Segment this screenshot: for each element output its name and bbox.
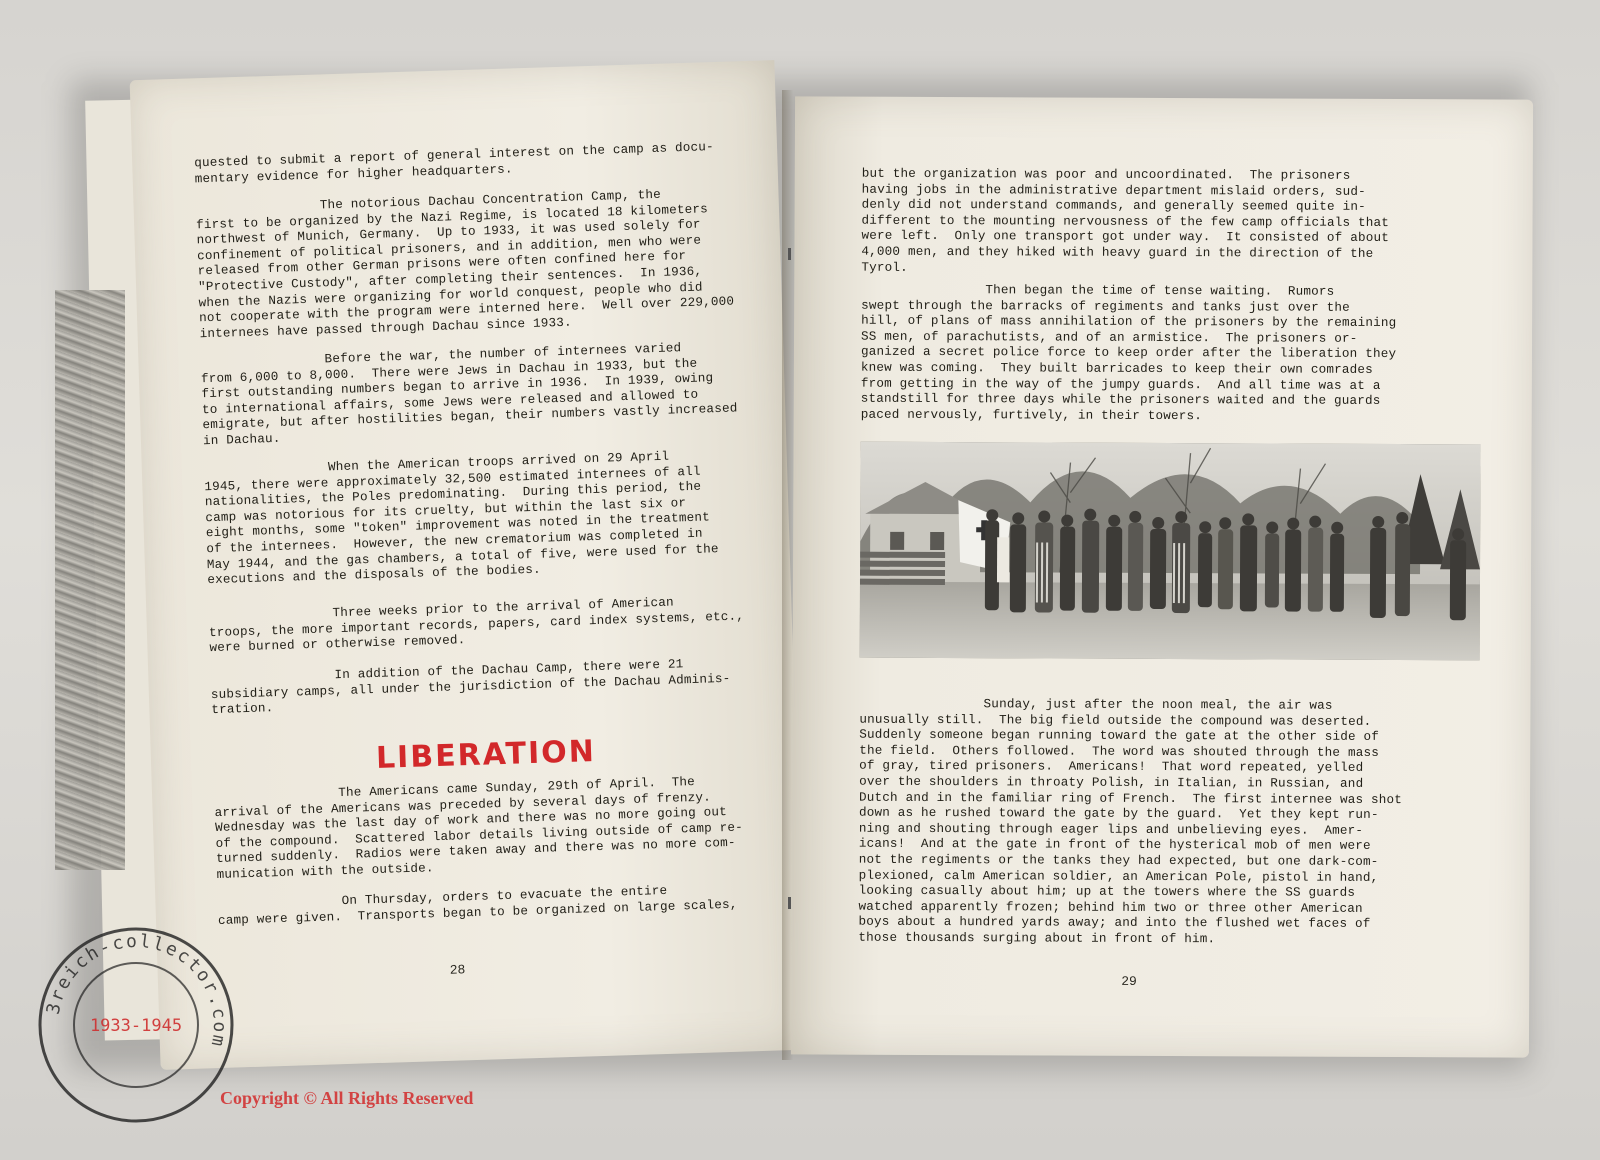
right-paragraph: Sunday, just after the noon meal, the air was unusually still. The big field outside the compound was deserted. Suddenly someone began running toward the gate at the other side of the field. Others followed. The word was shouted through the mass of gray, tired prisoners. Americans! That word repeated, yelled over the shoulders in throaty Polish, in Italian, in Russian, and Dutch and in the familiar ring of French. The first internee was shot down as he rushed toward the gate by the guard. Yet they kept run- ning and shouting through eager lips and unbelieving eyes. Amer- icans! And at the gate in front of the hysterical mob of men were not the regiments or the tanks they had expected, but one dark-com- plexioned, calm American soldier, an American Pole, pistol in hand, looking casually about him; up at the towers where the SS guards watched apparently frozen; behind him two or three other American boys about a hundred yards away; and into the flushed wet faces of those thousands surging about in front of him.: [858, 696, 1403, 947]
watermark-stamp: [36, 925, 236, 1125]
left-paragraph: In addition of the Dachau Camp, there were 21 subsidiary camps, all under the jurisdiction of the Dachau Adminis- tration.: [210, 657, 731, 718]
left-paragraph: The Americans came Sunday, 29th of April. The arrival of the Americans was preceded by several days of frenzy. Wednesday was the last day of work and there was no more going out of the compound. Scattered labor details living outside of camp re- turned suddenly. Radios were taken away and there was no more com- munication with the outside.: [213, 774, 744, 882]
stamp-text: 3reich-collector.com: [42, 930, 231, 1050]
right-paragraph: Then began the time of tense waiting. Rumors swept through the barracks of regiments and tanks just over the hill, of plans of mass annihilation of the prisoners by the remaining SS men, of parachutists, and of an armistice. The prisoners or- ganized a secret police force to keep order after the liberation they knew was coming. They built barricades to keep their own comrades from getting in the way of the jumpy guards. And all time was at a standstill for three days while the prisoners waited and the guards paced nervously, furtively, in their towers.: [860, 282, 1397, 423]
staple: [788, 248, 791, 260]
left-paragraph: quested to submit a report of general interest on the camp as docu- mentary evidence for higher headquarters.: [194, 140, 714, 186]
copyright-watermark: Copyright © All Rights Reserved: [220, 1088, 474, 1108]
left-paragraph: On Thursday, orders to evacuate the entire camp were given. Transports began to be organized on large scales,: [217, 883, 738, 928]
left-paragraph: Three weeks prior to the arrival of American troops, the more important records, papers, card index systems, etc., were burned or otherwise removed.: [208, 595, 745, 656]
section-heading: LIBERATION: [375, 734, 597, 776]
page-number: 28: [449, 962, 466, 978]
left-page: [130, 60, 806, 1070]
stamp-years: 1933-1945: [89, 1016, 183, 1036]
left-paragraph: When the American troops arrived on 29 April 1945, there were approximately 32,500 estimated internees of all nationalities, the Poles predominating. During this period, the camp was notorious for its cruelty, but within the last six or eight months, some "token" improvement was noted in the treatment of the internees. However, the new crematorium was completed in May 1944, and the gas chambers, a total of five, were used for the executions and the disposals of the bodies.: [203, 449, 719, 588]
right-page: [791, 96, 1533, 1057]
staple: [788, 897, 791, 909]
liberation-photo: [860, 442, 1481, 661]
right-paragraph: but the organization was poor and uncoordinated. The prisoners having jobs in the administrative department mislaid orders, sud- denly did not understand commands, and generally seemed quite in- different to the mounting nervousness of the few camp officials that were left. Only one transport got under way. It consisted of about 4,000 men, and they hiked with heavy guard in the direction of the Tyrol.: [861, 166, 1390, 275]
previous-page-photo-edge: [55, 290, 125, 870]
left-paragraph: The notorious Dachau Concentration Camp, the first to be organized by the Nazi Regime, is located 18 kilometers northwest of Munich, Germany. Up to 1933, it was used solely for confinement of political prisoners, and in addition, men who were released from other German prisons were often confined here for "Protective Custody", after completing their sentences. In 1936, when the Nazis were organizing for world conquest, people who did not cooperate with the program were interned here. Well over 229,000 internees have passed through Dachau since 1933.: [195, 187, 735, 342]
page-number: 29: [1121, 973, 1137, 989]
left-paragraph: Before the war, the number of internees varied from 6,000 to 8,000. There were Jews in Dachau in 1933, but the first outstanding numbers began to arrive in 1936. In 1939, owing to international affairs, some Jews were released and allowed to emigrate, but after hostilities began, their numbers vastly increased in Dachau.: [200, 341, 738, 449]
